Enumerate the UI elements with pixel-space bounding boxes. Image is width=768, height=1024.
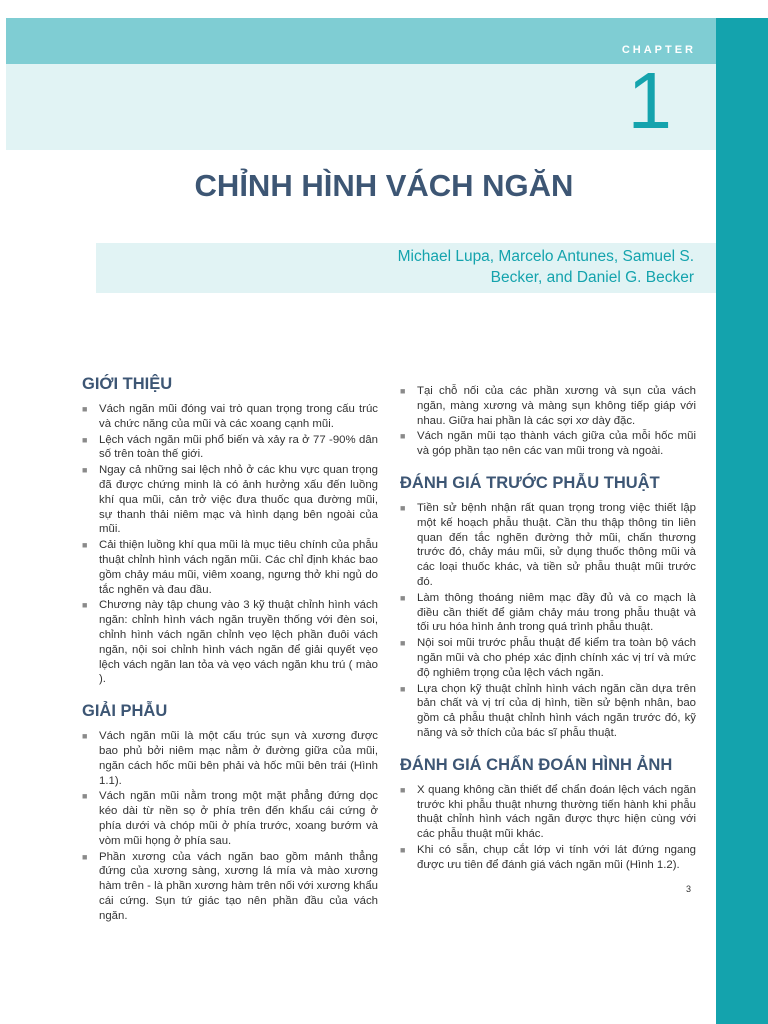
page-title: CHỈNH HÌNH VÁCH NGĂN	[194, 168, 574, 203]
anatomy-list	[82, 729, 378, 923]
list-item: ■ Vách ngăn mũi là một cấu trúc sụn và xương được bao phủ bởi niêm mạc nằm ở đường giữa của mũi, ngăn cách hốc mũi bên phải và hốc mũi bên trái (Hình 1.1).	[82, 730, 378, 787]
bullet-icon: ■	[82, 851, 88, 862]
bullet-icon: ■	[400, 784, 406, 795]
section-heading-anatomy: GIẢI PHẪU	[82, 702, 168, 721]
bullet-icon: ■	[400, 683, 406, 694]
right-column	[400, 384, 696, 874]
list-item: ■ Tiền sử bệnh nhận rất quan trọng trong việc thiết lập một kế hoạch phẫu thuật. Cần thu thập thông tin liên quan đến tắc nghẽn đường thở mũi, chấn thương trước đó, chảy máu mũi, sử dụng thuốc thông mũi và các loại thuốc khác, và tiền sử phẫu thuật mũi trước đó.	[400, 501, 696, 588]
bullet-icon: ■	[400, 592, 406, 603]
list-item: ■ Phần xương của vách ngăn bao gồm mảnh thẳng đứng của xương sàng, xương lá mía và mào xương hàm trên - là phần xương hàm trên nối với xương khẩu cái cứng. Sụn tứ giác tạo nên phần đầu của vách ngăn.	[82, 850, 378, 922]
imaging-list	[400, 783, 696, 873]
anatomy-continued-list	[400, 384, 696, 459]
bullet-icon: ■	[82, 600, 88, 611]
authors	[96, 246, 694, 288]
section-heading-intro: GIỚI THIỆU	[82, 375, 173, 393]
list-item: ■ X quang không cần thiết để chẩn đoán lệch vách ngăn trước khi phẫu thuật nhưng thường tiến hành khi phẫu thuật chỉnh hình vách ngăn được thực hiện cùng với các phẫu thuật mũi khác.	[400, 783, 696, 841]
bullet-icon: ■	[82, 404, 88, 414]
list-item: ■ Lệch vách ngăn mũi phổ biến và xảy ra ở 77 -90% dân số trên toàn thế giới.	[82, 433, 378, 461]
authors-line-2: Becker, and Daniel G. Becker	[490, 269, 694, 286]
bullet-icon: ■	[82, 540, 88, 551]
section-heading-imaging: ĐÁNH GIÁ CHẨN ĐOÁN HÌNH ẢNH	[400, 755, 673, 774]
bullet-icon: ■	[82, 791, 88, 802]
bullet-icon: ■	[82, 434, 88, 445]
list-item: ■ Làm thông thoáng niêm mạc đầy đủ và co mạch là điều cần thiết để giảm chảy máu trong phẫu thuật và tối ưu hóa hình ảnh trong quá trình phẫu thuật.	[400, 591, 696, 634]
chapter-number: 1	[627, 56, 672, 145]
left-column	[82, 374, 378, 925]
list-item: ■ Lựa chọn kỹ thuật chỉnh hình vách ngăn cần dựa trên bản chất và vị trí của dị hình, tiền sử bệnh nhân, bao gồm cả phẫu thuật chỉnh hình vách ngăn trước đó, kỹ năng và sở thích của bác sĩ phẫu thuật.	[400, 682, 696, 739]
bullet-icon: ■	[400, 502, 406, 513]
list-item: ■ Tại chỗ nối của các phần xương và sụn của vách ngăn, màng xương và màng sụn không tiếp giáp với nhau. Giữa hai phần là các sợi xơ dày đặc.	[400, 385, 696, 427]
list-item: ■ Cải thiện luồng khí qua mũi là mục tiêu chính của phẫu thuật chỉnh hình vách ngăn mũi. Các chỉ định khác bao gồm chảy máu mũi, viêm xoang, ngưng thở khi ngủ do tắc nghẽn và đau đầu.	[82, 539, 378, 596]
list-item: ■ Ngay cả những sai lệch nhỏ ở các khu vực quan trọng đã được chứng minh là có ảnh hưởng xấu đến luồng khí qua mũi, cản trở việc đưa thuốc qua đường mũi, sự thanh thải niêm mạc và hình dạng bên ngoài của mũi.	[82, 464, 378, 536]
section-heading-preop: ĐÁNH GIÁ TRƯỚC PHẪU THUẬT	[400, 473, 660, 492]
bullet-icon: ■	[400, 386, 406, 396]
page-number: 3	[686, 884, 692, 894]
preop-list	[400, 501, 696, 741]
list-item: ■ Vách ngăn mũi nằm trong một mặt phẳng đứng dọc kéo dài từ nền sọ ở phía trên đến khẩu cái cứng ở phía dưới và chóp mũi ở phía trước, xoang bướm và vòm mũi họng ở phía sau.	[82, 790, 378, 847]
list-item: ■ Nội soi mũi trước phẫu thuật để kiểm tra toàn bộ vách ngăn mũi và cho phép xác định chính xác vị trí và mức độ nghiêm trọng của lệch vách ngăn.	[400, 637, 696, 679]
intro-list	[82, 402, 378, 687]
bullet-icon: ■	[82, 465, 88, 476]
list-item: ■ Vách ngăn mũi đóng vai trò quan trọng trong cấu trúc và chức năng của mũi và các xoang cạnh mũi.	[82, 403, 378, 430]
chapter-label: CHAPTER	[621, 44, 696, 56]
bullet-icon: ■	[400, 638, 406, 649]
bullet-icon: ■	[400, 844, 406, 855]
authors-line-1: Michael Lupa, Marcelo Antunes, Samuel S.	[397, 248, 694, 265]
bullet-icon: ■	[82, 731, 88, 742]
list-item: ■ Vách ngăn mũi tạo thành vách giữa của mỗi hốc mũi và góp phần tạo nên các van mũi trong và ngoài.	[400, 430, 696, 458]
list-item: ■ Khi có sẵn, chụp cắt lớp vi tính với lát đứng ngang được ưu tiên để đánh giá vách ngăn mũi (Hình 1.2).	[400, 843, 696, 871]
list-item: ■ Chương này tập chung vào 3 kỹ thuật chỉnh hình vách ngăn: chỉnh hình vách ngăn truyền thống với đèn soi, chỉnh hình vách ngăn chỉnh vẹo lệch phần đuôi vách ngăn, nội soi chỉnh hình vách ngăn để giải quyết vẹo lệch vách ngăn lan tỏa và vẹo vách ngăn khu trú ( mào ).	[82, 599, 378, 686]
bullet-icon: ■	[400, 431, 406, 442]
